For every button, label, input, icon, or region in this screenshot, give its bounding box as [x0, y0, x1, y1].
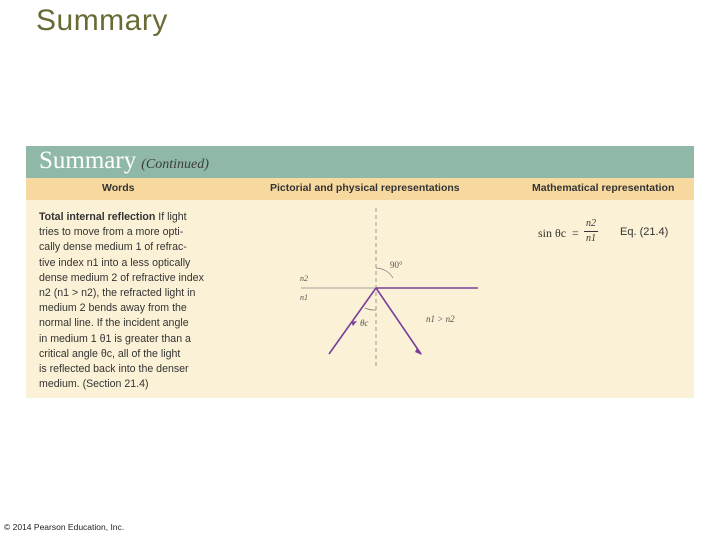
- words-line: medium. (Section 21.4): [39, 378, 149, 391]
- critical-angle-arc: [365, 308, 376, 310]
- critical-angle-equation: [536, 218, 686, 252]
- words-bold-lead: Total internal reflection: [39, 211, 156, 223]
- words-line: normal line. If the incident angle: [39, 317, 189, 330]
- panel-heading: [39, 147, 209, 175]
- column-header-words: Words: [102, 182, 135, 194]
- equation-reference: Eq. (21.4): [620, 226, 669, 238]
- reflected-ray: [376, 288, 421, 354]
- equation-fraction: [584, 218, 598, 245]
- panel-header: [26, 146, 694, 178]
- fraction-bar: [584, 231, 598, 232]
- words-line: n2 (n1 > n2), the refracted light in: [39, 287, 196, 300]
- words-line: in medium 1 θ1 is greater than a: [39, 332, 191, 345]
- equation-lhs: sin θc: [538, 226, 567, 240]
- panel-heading-text: Summary: [39, 147, 137, 174]
- relation-label: n1 > n2: [426, 314, 455, 324]
- panel-heading-note: (Continued): [141, 157, 209, 172]
- words-text: [39, 210, 239, 392]
- words-line: Total internal reflection If light: [39, 211, 187, 223]
- words-line: cally dense medium 1 of refrac-: [39, 241, 187, 254]
- column-header-mathematical: Mathematical representation: [532, 182, 675, 194]
- words-line: tries to move from a more opti-: [39, 226, 184, 239]
- equation-denominator: n1: [586, 233, 596, 244]
- label-n1: n1: [300, 293, 308, 302]
- angle-90-label: 90°: [390, 260, 403, 270]
- column-header-row: [26, 178, 694, 200]
- words-line: tive index n1 into a less optically: [39, 256, 191, 269]
- column-header-pictorial: Pictorial and physical representations: [270, 182, 460, 194]
- summary-panel: [26, 146, 694, 398]
- words-line: medium 2 bends away from the: [39, 302, 187, 315]
- slide-title: Summary: [36, 4, 168, 37]
- words-line: is reflected back into the denser: [39, 363, 189, 376]
- equation-equals: =: [572, 226, 579, 240]
- copyright-notice: © 2014 Pearson Education, Inc.: [4, 522, 125, 532]
- critical-angle-label: θc: [360, 318, 369, 328]
- incident-ray: [329, 288, 376, 354]
- total-internal-reflection-diagram: [296, 208, 486, 368]
- label-n2: n2: [300, 274, 308, 283]
- equation-numerator: n2: [586, 218, 596, 229]
- words-line: critical angle θc, all of the light: [39, 347, 181, 360]
- words-line: dense medium 2 of refractive index: [39, 271, 204, 284]
